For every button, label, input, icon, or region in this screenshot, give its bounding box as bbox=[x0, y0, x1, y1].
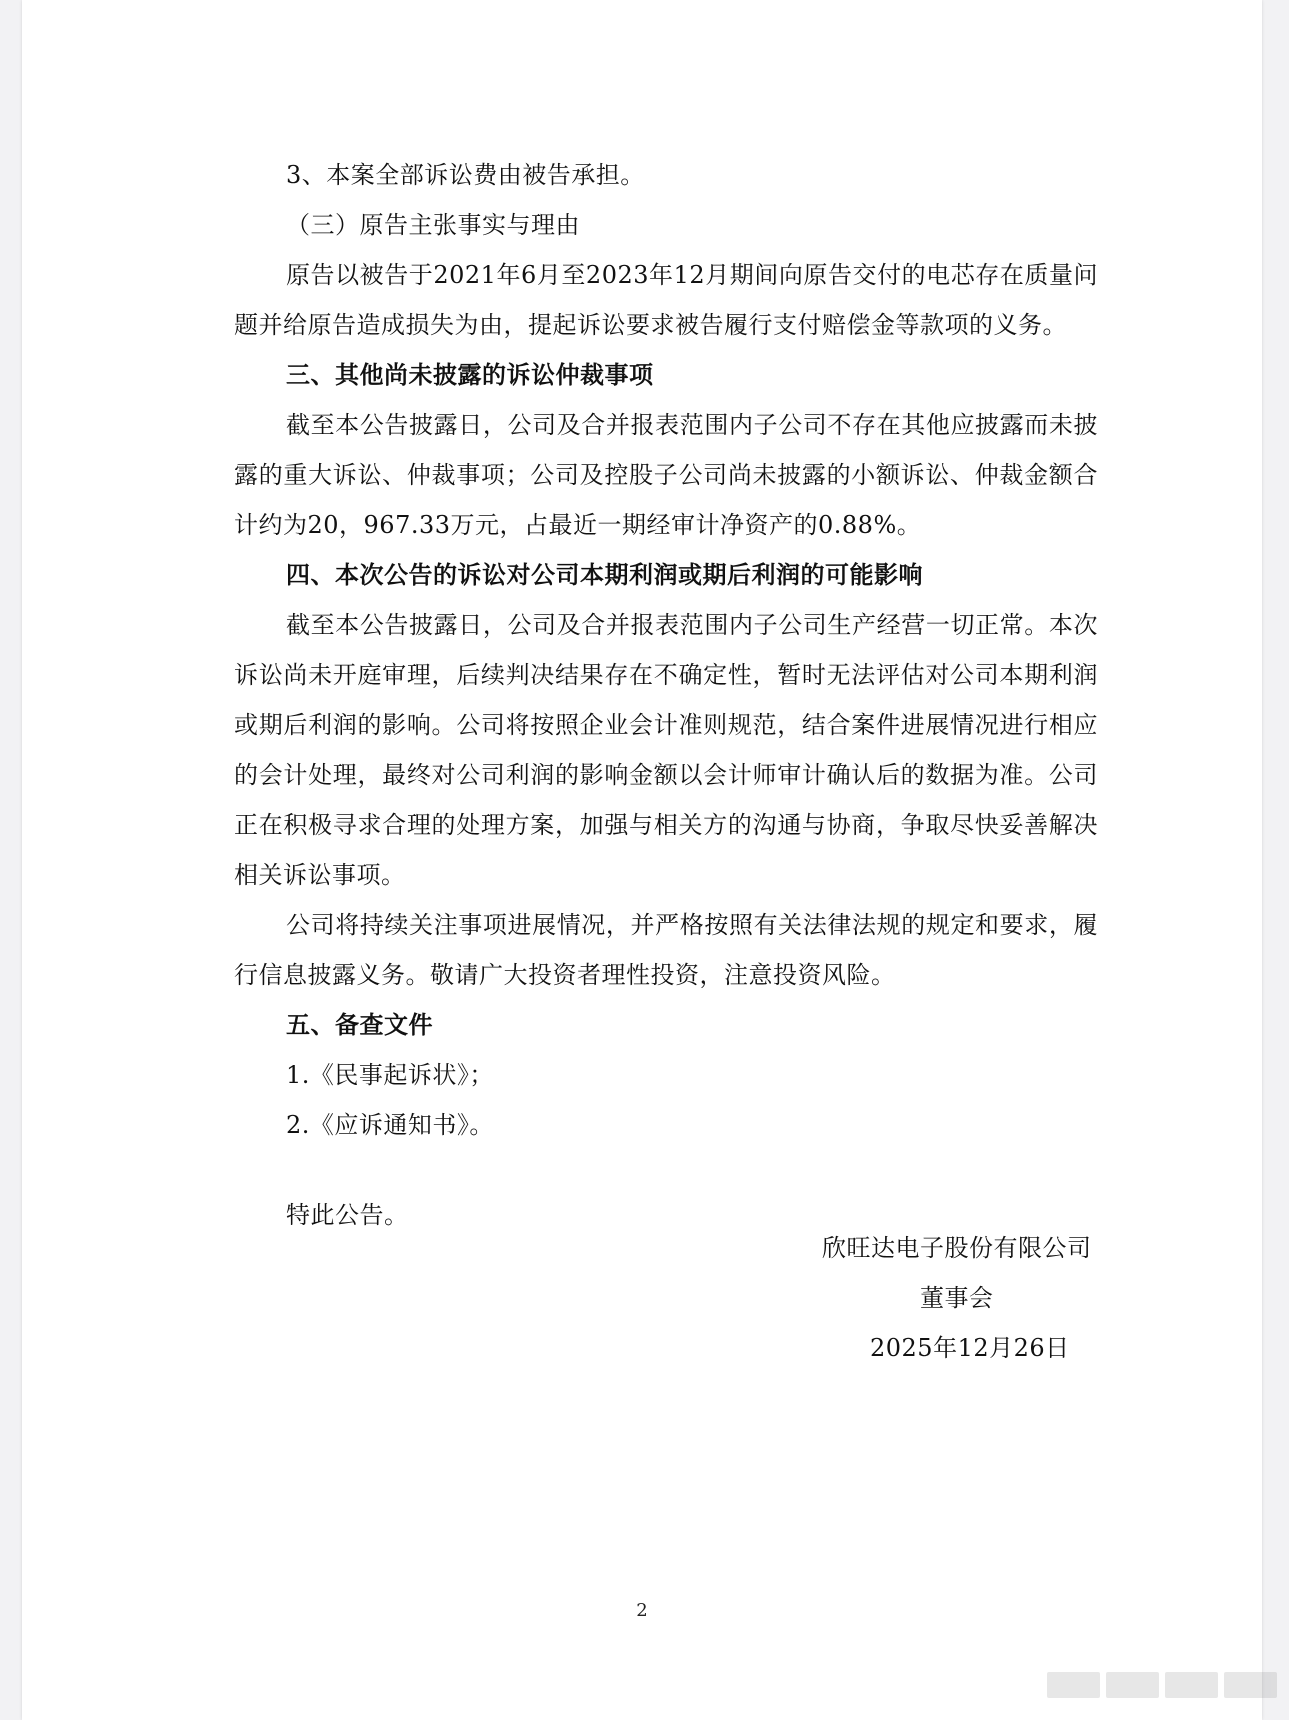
facts-paragraph: 原告以被告于2021年6月至2023年12月期间向原告交付的电芯存在质量问题并给原告造成损失为由，提起诉讼要求被告履行支付赔偿金等款项的义务。 bbox=[234, 261, 1098, 339]
section-heading-impact: 四、本次公告的诉讼对公司本期利润或期后利润的可能影响 bbox=[286, 561, 923, 589]
signature-company: 欣旺达电子股份有限公司 bbox=[822, 1234, 1092, 1262]
claim-item-3: 3、本案全部诉讼费由被告承担。 bbox=[286, 161, 645, 189]
page-number: 2 bbox=[636, 1600, 648, 1621]
spacer bbox=[234, 1150, 1098, 1190]
watermark-block bbox=[1224, 1672, 1277, 1698]
document-page bbox=[22, 0, 1262, 1720]
watermark-block bbox=[1047, 1672, 1100, 1698]
document-body bbox=[234, 150, 1098, 1240]
impact-paragraph: 截至本公告披露日，公司及合并报表范围内子公司生产经营一切正常。本次诉讼尚未开庭审理，后续判决结果存在不确定性，暂时无法评估对公司本期利润或期后利润的影响。公司将按照企业会计准则规范，结合案件进展情况进行相应的会计处理，最终对公司利润的影响金额以会计师审计确认后的数据为准。公司正在积极寻求合理的处理方案，加强与相关方的沟通与协商，争取尽快妥善解决相关诉讼事项。 bbox=[234, 611, 1098, 889]
signature-board: 董事会 bbox=[920, 1284, 994, 1312]
follow-up-paragraph: 公司将持续关注事项进展情况，并严格按照有关法律法规的规定和要求，履行信息披露义务。敬请广大投资者理性投资，注意投资风险。 bbox=[234, 911, 1098, 989]
reference-doc-2: 2.《应诉通知书》。 bbox=[286, 1111, 494, 1139]
watermark-logo bbox=[1047, 1672, 1277, 1698]
reference-doc-1: 1.《民事起诉状》； bbox=[286, 1061, 494, 1089]
section-heading-reference-docs: 五、备查文件 bbox=[286, 1011, 433, 1039]
subsection-heading-facts: （三）原告主张事实与理由 bbox=[286, 211, 580, 239]
watermark-block bbox=[1165, 1672, 1218, 1698]
watermark-block bbox=[1106, 1672, 1159, 1698]
closing-statement: 特此公告。 bbox=[286, 1201, 409, 1229]
other-litigation-paragraph: 截至本公告披露日，公司及合并报表范围内子公司不存在其他应披露而未披露的重大诉讼、仲裁事项；公司及控股子公司尚未披露的小额诉讼、仲裁金额合计约为20，967.33万元，占最近一期经审计净资产的0.88%。 bbox=[234, 411, 1098, 539]
signature-date: 2025年12月26日 bbox=[870, 1334, 1070, 1362]
section-heading-other-litigation: 三、其他尚未披露的诉讼仲裁事项 bbox=[286, 361, 654, 389]
